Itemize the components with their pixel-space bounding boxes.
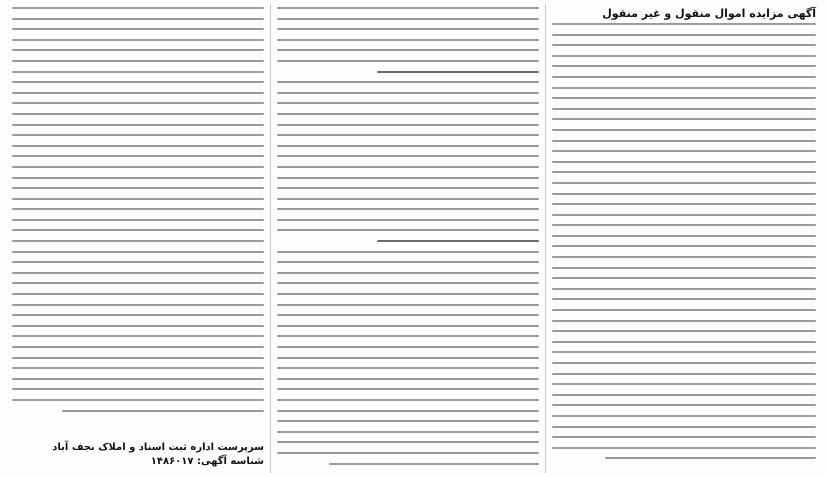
signature-office: سرپرست اداره ثبت اسناد و املاک نجف آباد: [52, 442, 264, 453]
notice-id: شناسه آگهی: ۱۴۸۶۰۱۷: [150, 456, 264, 467]
notice-column-left: [6, 4, 270, 473]
column-text-lines: [552, 23, 816, 459]
notice-columns: [6, 4, 822, 473]
signature-block: [12, 441, 264, 469]
notice-title: آگهی مزایده اموال منقول و غیر منقول: [602, 7, 816, 20]
notice-column-right: [546, 4, 822, 473]
column-text-lines: [12, 7, 264, 412]
column-text-lines: [277, 7, 539, 465]
notice-column-middle: [270, 4, 546, 473]
